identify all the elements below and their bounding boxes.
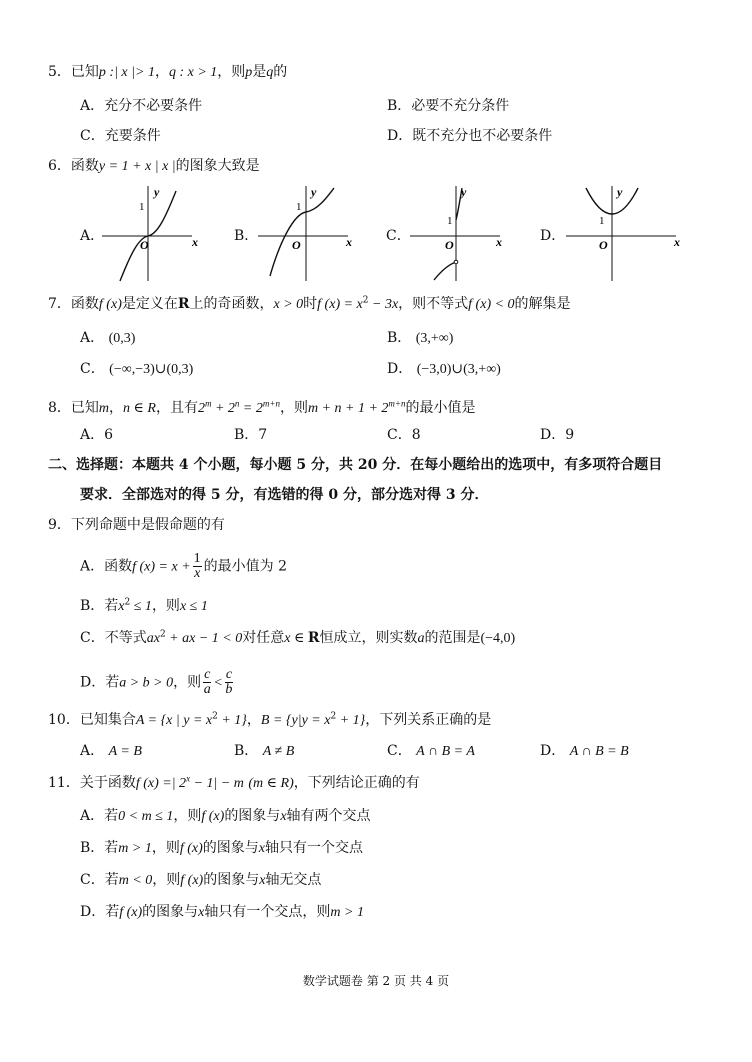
graph-c-x-label: x <box>496 235 502 249</box>
q11-option-c: C．若m < 0，则f (x)的图象与x轴无交点 <box>80 872 322 888</box>
q5-option-d: D．既不充分也不必要条件 <box>387 128 553 144</box>
q11-option-a: A．若0 < m ≤ 1，则f (x)的图象与x轴有两个交点 <box>80 808 371 824</box>
graph-b-y-label: y <box>311 185 317 199</box>
graph-b-x-label: x <box>346 235 352 249</box>
graph-a-origin: O <box>140 238 149 252</box>
q6-label-c: C． <box>386 228 411 244</box>
page-footer: 数学试题卷 第 2 页 共 4 页 <box>302 974 450 988</box>
graph-b-origin: O <box>292 238 301 252</box>
q10-option-d: D． A ∩ B = B <box>540 743 629 759</box>
graph-d-y-label: y <box>617 185 623 199</box>
q6-label-d: D． <box>540 228 566 244</box>
q5-option-a: A．充分不必要条件 <box>80 98 203 114</box>
q9-option-c: C．不等式$ax^2$ + ax − 1 < 0对任意x ∈ R恒成立，则实数a的范围是(−4,0) <box>80 629 516 646</box>
graph-b-one: 1 <box>296 201 302 213</box>
q5-option-b: B．必要不充分条件 <box>387 98 510 114</box>
q10-stem: 10．已知集合A = {x | $y = x^2 + 1$}，$B = \{y|y = x^2 + 1\}$，下列关系正确的是 <box>48 711 492 728</box>
graph-c-origin: O <box>445 238 454 252</box>
q9-option-b: B．若$x^2 \le 1$，则x ≤ 1 <box>80 597 208 614</box>
graph-c-one: 1 <box>447 215 453 227</box>
graph-c-y-label: y <box>461 185 467 199</box>
graph-a-y-label: y <box>154 185 160 199</box>
graph-d-origin: O <box>599 238 608 252</box>
q8-stem: 8．已知m，n ∈ R，且有$2^m + 2^n = 2^{m+n}$，则$m + n + 1 + 2^{m+n}$的最小值是 <box>48 398 476 416</box>
q9-option-d: D．若a > b > 0，则 $\frac{c}{a}$ < $\frac{c}{b}$ <box>80 667 233 697</box>
q6-label-b: B． <box>234 228 259 244</box>
q5-stem: 5．已知p :| x |> 1，q : x > 1，则p是q的 <box>48 64 288 80</box>
graph-b <box>258 186 358 286</box>
q10-option-a: A． A = B <box>80 743 142 759</box>
q8-option-b: B．7 <box>234 427 268 443</box>
q7-option-b: B． (3,+∞) <box>387 330 454 346</box>
q8-option-d: D．9 <box>540 427 575 443</box>
graph-a <box>102 186 202 286</box>
q11-stem: 11．关于函数f (x) =| $2^x - 1| - m$ (m ∈ R)，下列结论正确的有 <box>48 773 420 791</box>
q6-stem: 6．函数y = 1 + x | x |的图象大致是 <box>48 158 260 174</box>
q6-label-a: A． <box>80 228 105 244</box>
section-2-instructions: 要求．全部选对的得 5 分，有选错的得 0 分，部分选对得 3 分． <box>80 487 489 503</box>
q7-stem: 7．函数f (x)是定义在R上的奇函数，x > 0时f $(x) = x^2 - 3x$，则不等式f (x) < 0的解集是 <box>48 295 571 312</box>
q10-option-c: C． A ∩ B = A <box>387 743 475 759</box>
q8-option-c: C．8 <box>387 427 421 443</box>
graph-a-one: 1 <box>139 201 145 213</box>
graph-c <box>410 186 510 286</box>
q7-option-a: A． (0,3) <box>80 330 136 346</box>
q7-option-d: D． (−3,0)∪(3,+∞) <box>387 361 501 377</box>
graph-d-x-label: x <box>674 235 680 249</box>
graph-a-x-label: x <box>192 235 198 249</box>
q5-option-c: C．充要条件 <box>80 128 161 144</box>
q9-stem: 9．下列命题中是假命题的有 <box>48 517 225 533</box>
section-2-heading: 二、选择题：本题共 4 个小题，每小题 5 分，共 20 分．在每小题给出的选项中，有多项符合题目 <box>48 457 663 473</box>
q9-option-a: A．函数f (x) = x + $\frac{1}{x}$ 的最小值为 2 <box>80 551 288 581</box>
q11-option-b: B．若m > 1，则f (x)的图象与x轴只有一个交点 <box>80 840 364 856</box>
graph-d <box>566 185 680 286</box>
q7-option-c: C． (−∞,−3)∪(0,3) <box>80 361 194 377</box>
q11-option-d: D．若f (x)的图象与x轴只有一个交点，则m > 1 <box>80 904 364 920</box>
q10-option-b: B． A ≠ B <box>234 743 295 759</box>
graph-d-one: 1 <box>599 215 605 227</box>
q8-option-a: A．6 <box>80 427 114 443</box>
